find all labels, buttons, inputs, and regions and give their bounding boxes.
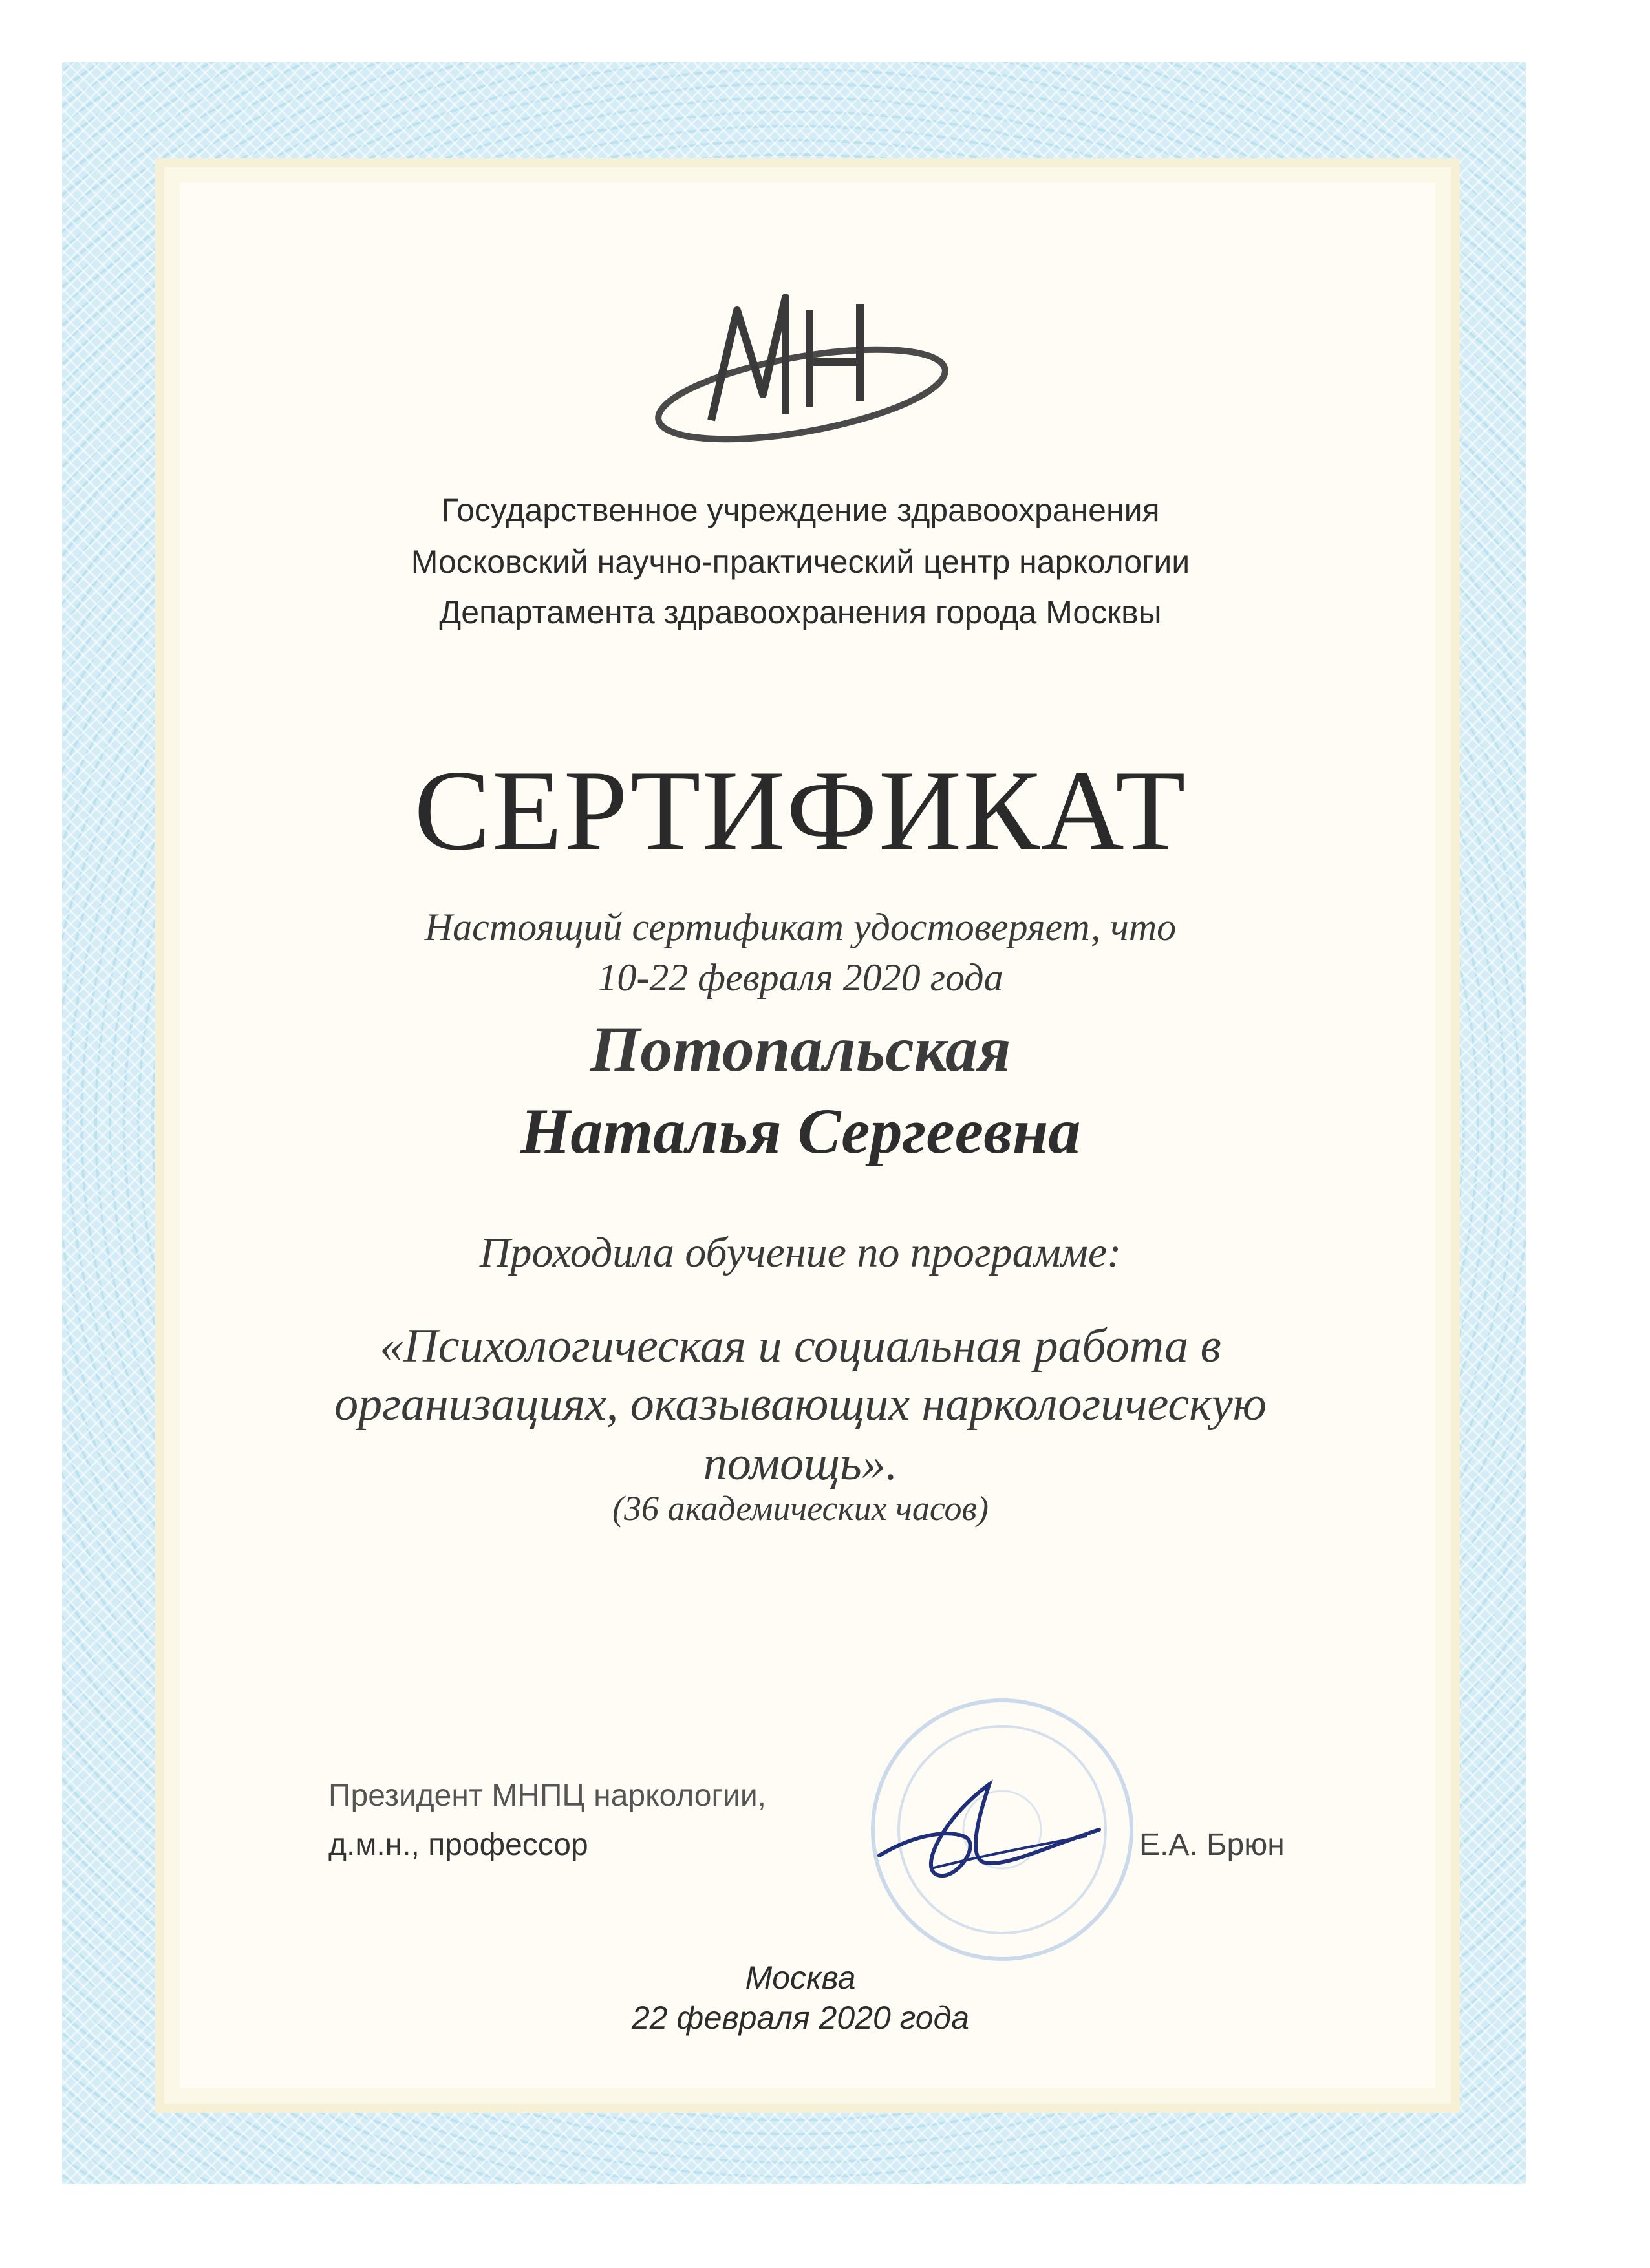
period-text: 10-22 февраля 2020 года <box>597 956 1003 999</box>
signatory-position-2: д.м.н., профессор <box>328 1828 588 1862</box>
program-line-3: помощь». <box>703 1437 898 1490</box>
institution-line-3: Департамента здравоохранения города Москвы <box>439 594 1162 630</box>
handwritten-signature-icon <box>853 1759 1112 1901</box>
program-hours: (36 академических часов) <box>612 1489 989 1528</box>
certifies-text: Настоящий сертификат удостоверяет, что <box>424 906 1177 948</box>
program-line-1: «Психологическая и социальная работа в <box>380 1320 1221 1373</box>
place-text: Москва <box>745 1960 856 1996</box>
program-line-2: организациях, оказывающих наркологическую <box>334 1378 1267 1431</box>
date-text: 22 февраля 2020 года <box>631 2000 970 2036</box>
signatory-name: Е.А. Брюн <box>1139 1828 1285 1862</box>
recipient-last-name: Потопальская <box>590 1013 1011 1085</box>
institution-line-2: Московский научно-практический центр наркологии <box>411 544 1190 580</box>
signatory-position-1: Президент МНПЦ наркологии, <box>328 1779 766 1813</box>
mnpc-logo-icon <box>640 272 963 453</box>
recipient-first-names: Наталья Сергеевна <box>520 1095 1081 1167</box>
program-intro: Проходила обучение по программе: <box>479 1229 1122 1276</box>
institution-line-1: Государственное учреждение здравоохранения <box>441 492 1160 528</box>
certificate-title: СЕРТИФИКАТ <box>414 746 1187 874</box>
